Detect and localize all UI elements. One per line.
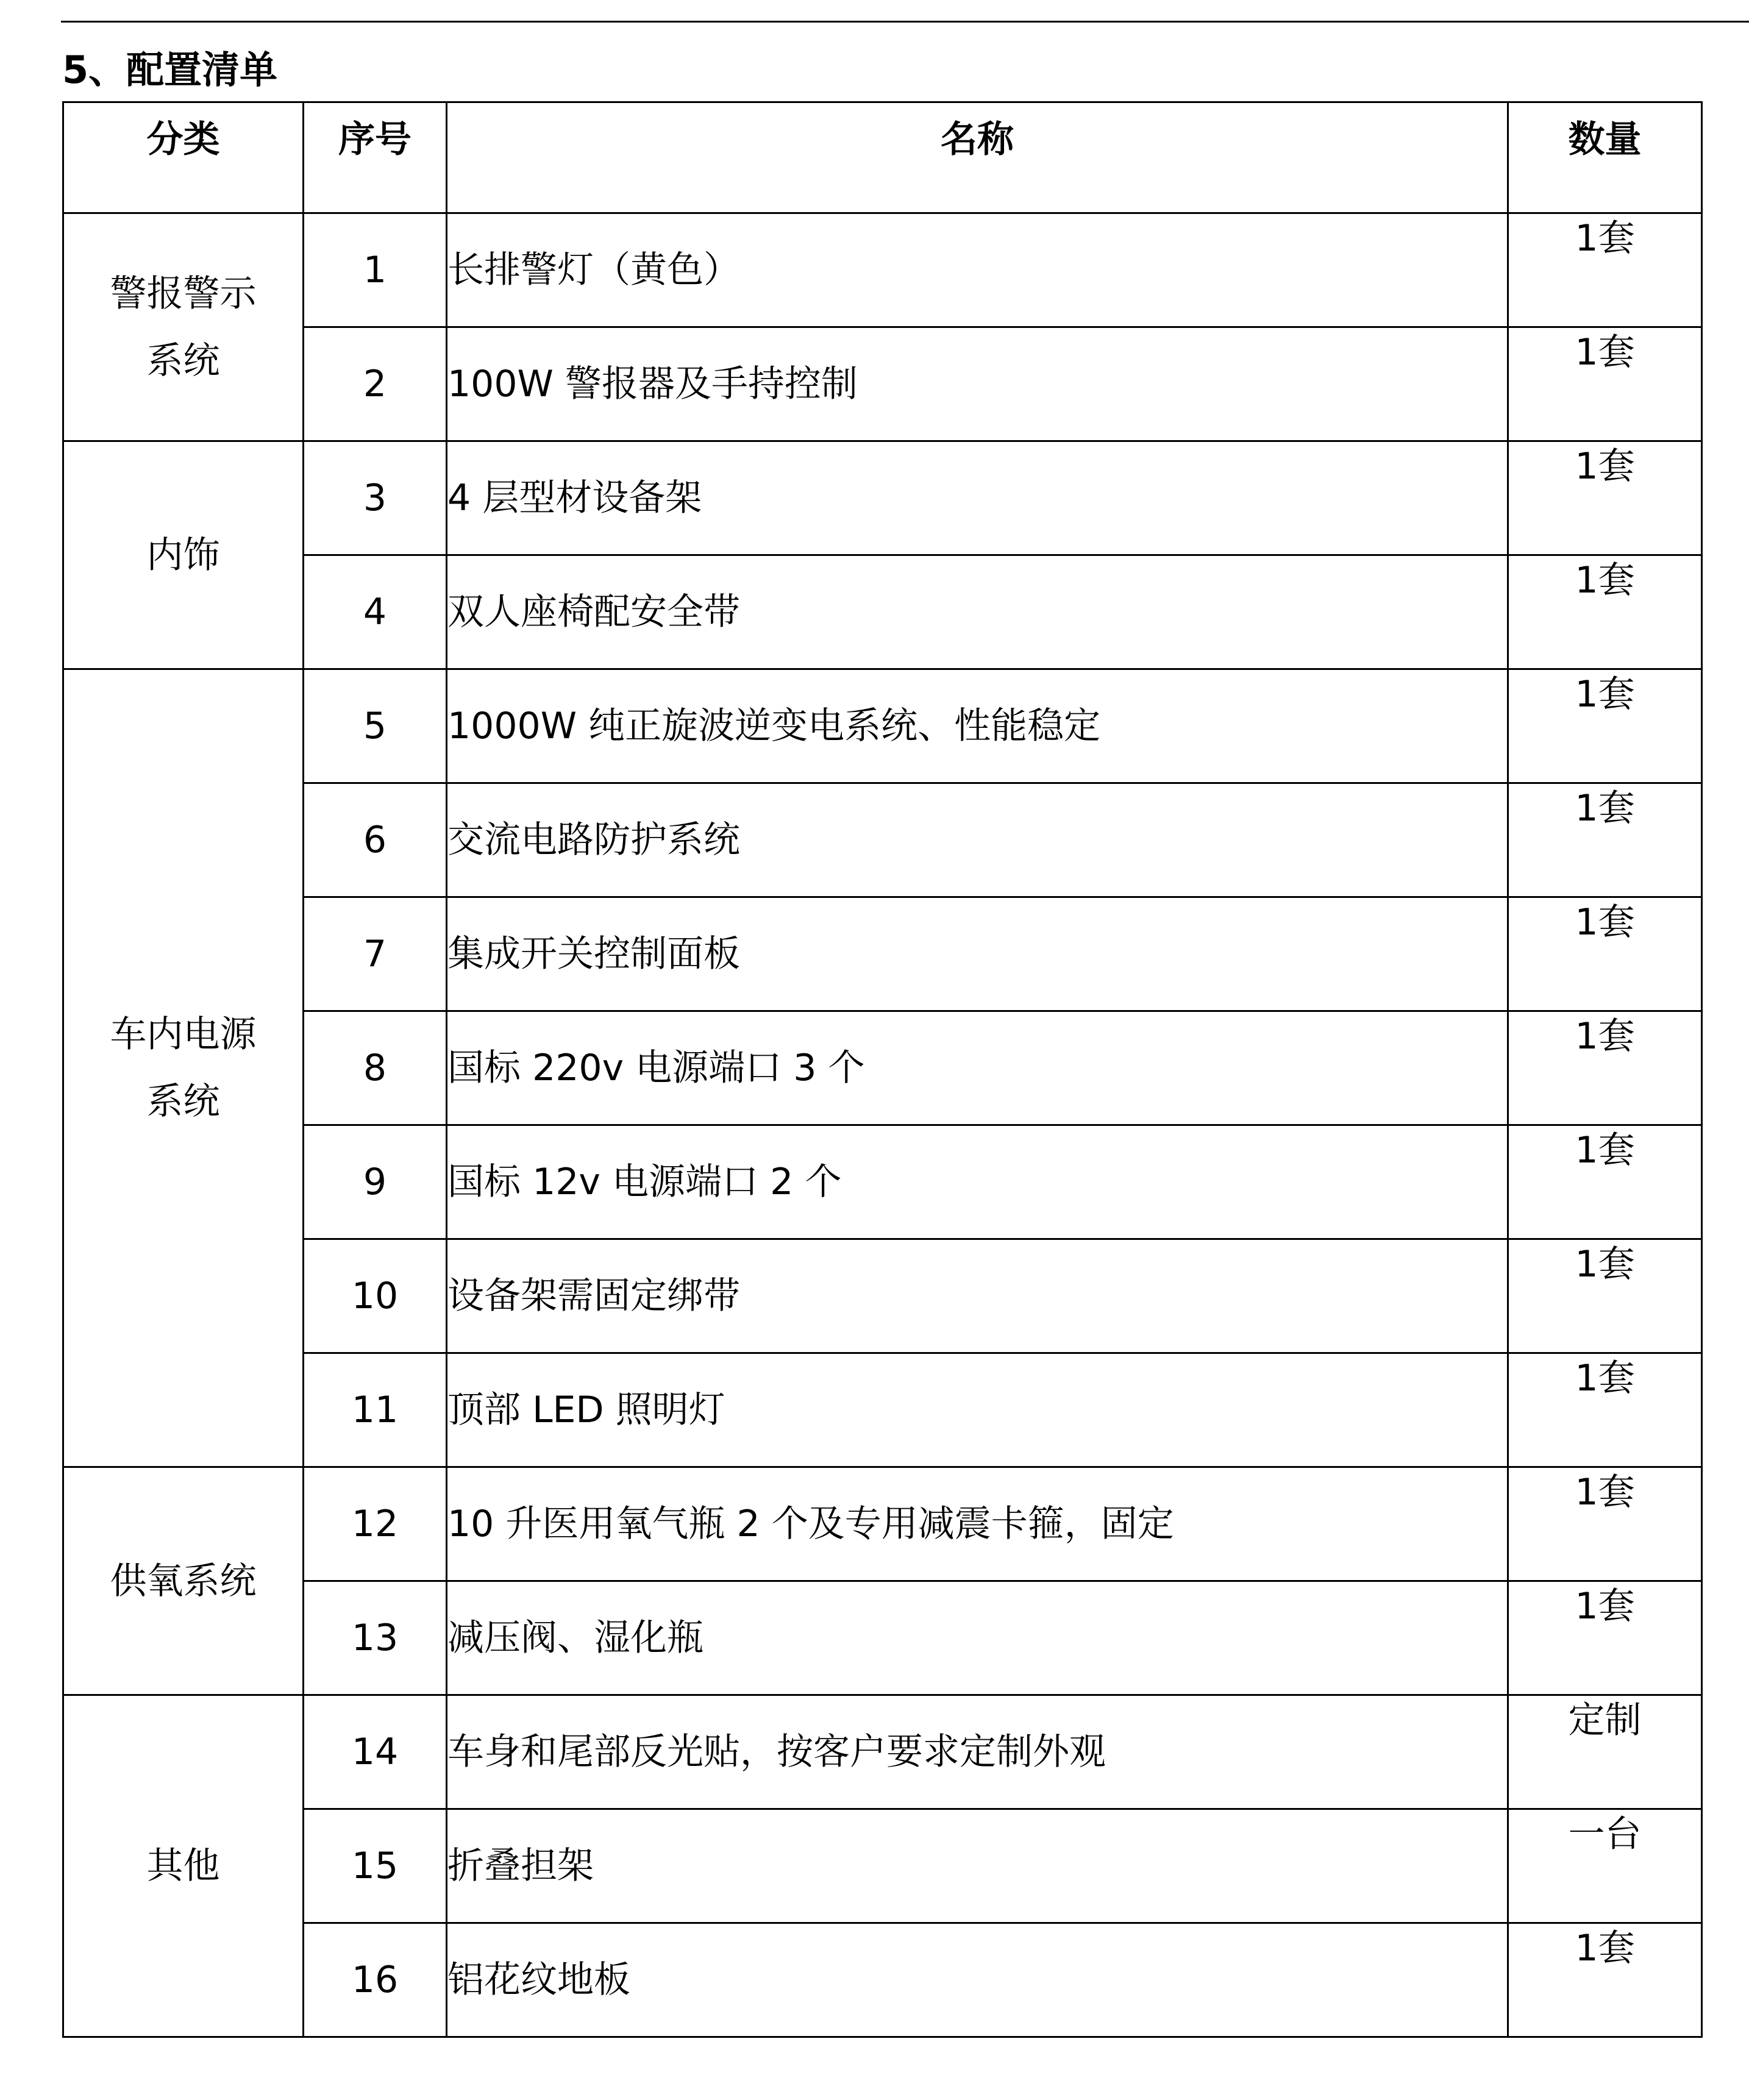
header-number: 序号: [304, 102, 447, 213]
name-cell: 顶部 LED 照明灯: [447, 1353, 1508, 1467]
quantity-cell: 1套: [1508, 1353, 1702, 1467]
table-row: [63, 1467, 1702, 1581]
quantity-cell: 1套: [1508, 669, 1702, 783]
header-category: 分类: [63, 102, 304, 213]
number-cell: 8: [304, 1011, 447, 1125]
quantity-cell: 1套: [1508, 783, 1702, 897]
table-row: [63, 327, 1702, 441]
category-cell: [63, 441, 304, 669]
number-cell: 6: [304, 783, 447, 897]
name-cell: 10 升医用氧气瓶 2 个及专用减震卡箍，固定: [447, 1467, 1508, 1581]
number-cell: 3: [304, 441, 447, 555]
table-row: [63, 441, 1702, 555]
header-quantity: 数量: [1508, 102, 1702, 213]
table-row: [63, 555, 1702, 669]
quantity-cell: 1套: [1508, 213, 1702, 327]
number-cell: 9: [304, 1125, 447, 1239]
table-row: [63, 1239, 1702, 1353]
category-label: 车内电源系统: [110, 1013, 257, 1123]
number-cell: 16: [304, 1923, 447, 2037]
quantity-cell: 1套: [1508, 897, 1702, 1011]
name-cell: 4 层型材设备架: [447, 441, 1508, 555]
name-cell: 设备架需固定绑带: [447, 1239, 1508, 1353]
name-cell: 国标 12v 电源端口 2 个: [447, 1125, 1508, 1239]
number-cell: 7: [304, 897, 447, 1011]
number-cell: 11: [304, 1353, 447, 1467]
name-cell: 长排警灯（黄色）: [447, 213, 1508, 327]
name-cell: 交流电路防护系统: [447, 783, 1508, 897]
name-cell: 减压阀、湿化瓶: [447, 1581, 1508, 1695]
table-row: [63, 1695, 1702, 1809]
table-row: [63, 669, 1702, 783]
table-row: [63, 1581, 1702, 1695]
number-cell: 13: [304, 1581, 447, 1695]
name-cell: 折叠担架: [447, 1809, 1508, 1923]
name-cell: 铝花纹地板: [447, 1923, 1508, 2037]
table-row: [63, 1923, 1702, 2037]
name-cell: 集成开关控制面板: [447, 897, 1508, 1011]
quantity-cell: 定制: [1508, 1695, 1702, 1809]
table-row: [63, 1353, 1702, 1467]
table-row: [63, 1125, 1702, 1239]
number-cell: 1: [304, 213, 447, 327]
number-cell: 5: [304, 669, 447, 783]
category-cell: [63, 669, 304, 1467]
quantity-cell: 1套: [1508, 327, 1702, 441]
table-row: [63, 897, 1702, 1011]
section-title: 5、配置清单: [62, 48, 278, 92]
number-cell: 14: [304, 1695, 447, 1809]
table-row: [63, 783, 1702, 897]
table-row: [63, 1809, 1702, 1923]
header-row: [63, 102, 1702, 213]
config-table-body: [63, 213, 1702, 2037]
name-cell: 车身和尾部反光贴，按客户要求定制外观: [447, 1695, 1508, 1809]
number-cell: 2: [304, 327, 447, 441]
number-cell: 4: [304, 555, 447, 669]
quantity-cell: 1套: [1508, 555, 1702, 669]
category-label: 其他: [146, 1845, 220, 1887]
category-cell: [63, 1467, 304, 1695]
number-cell: 10: [304, 1239, 447, 1353]
header-name: 名称: [447, 102, 1508, 213]
category-cell: [63, 1695, 304, 2037]
category-label: 供氧系统: [110, 1559, 257, 1603]
name-cell: 双人座椅配安全带: [447, 555, 1508, 669]
number-cell: 12: [304, 1467, 447, 1581]
name-cell: 1000W 纯正旋波逆变电系统、性能稳定: [447, 669, 1508, 783]
top-rule: [61, 21, 1749, 23]
category-label: 内饰: [146, 533, 220, 577]
config-table: [62, 101, 1703, 2038]
number-cell: 15: [304, 1809, 447, 1923]
name-cell: 100W 警报器及手持控制: [447, 327, 1508, 441]
quantity-cell: 1套: [1508, 1011, 1702, 1125]
quantity-cell: 1套: [1508, 1581, 1702, 1695]
category-cell: [63, 213, 304, 441]
table-row: [63, 1011, 1702, 1125]
quantity-cell: 1套: [1508, 1923, 1702, 2037]
name-cell: 国标 220v 电源端口 3 个: [447, 1011, 1508, 1125]
quantity-cell: 1套: [1508, 1125, 1702, 1239]
table-row: [63, 213, 1702, 327]
quantity-cell: 1套: [1508, 1467, 1702, 1581]
quantity-cell: 1套: [1508, 1239, 1702, 1353]
category-label: 警报警示系统: [110, 272, 257, 382]
quantity-cell: 一台: [1508, 1809, 1702, 1923]
quantity-cell: 1套: [1508, 441, 1702, 555]
